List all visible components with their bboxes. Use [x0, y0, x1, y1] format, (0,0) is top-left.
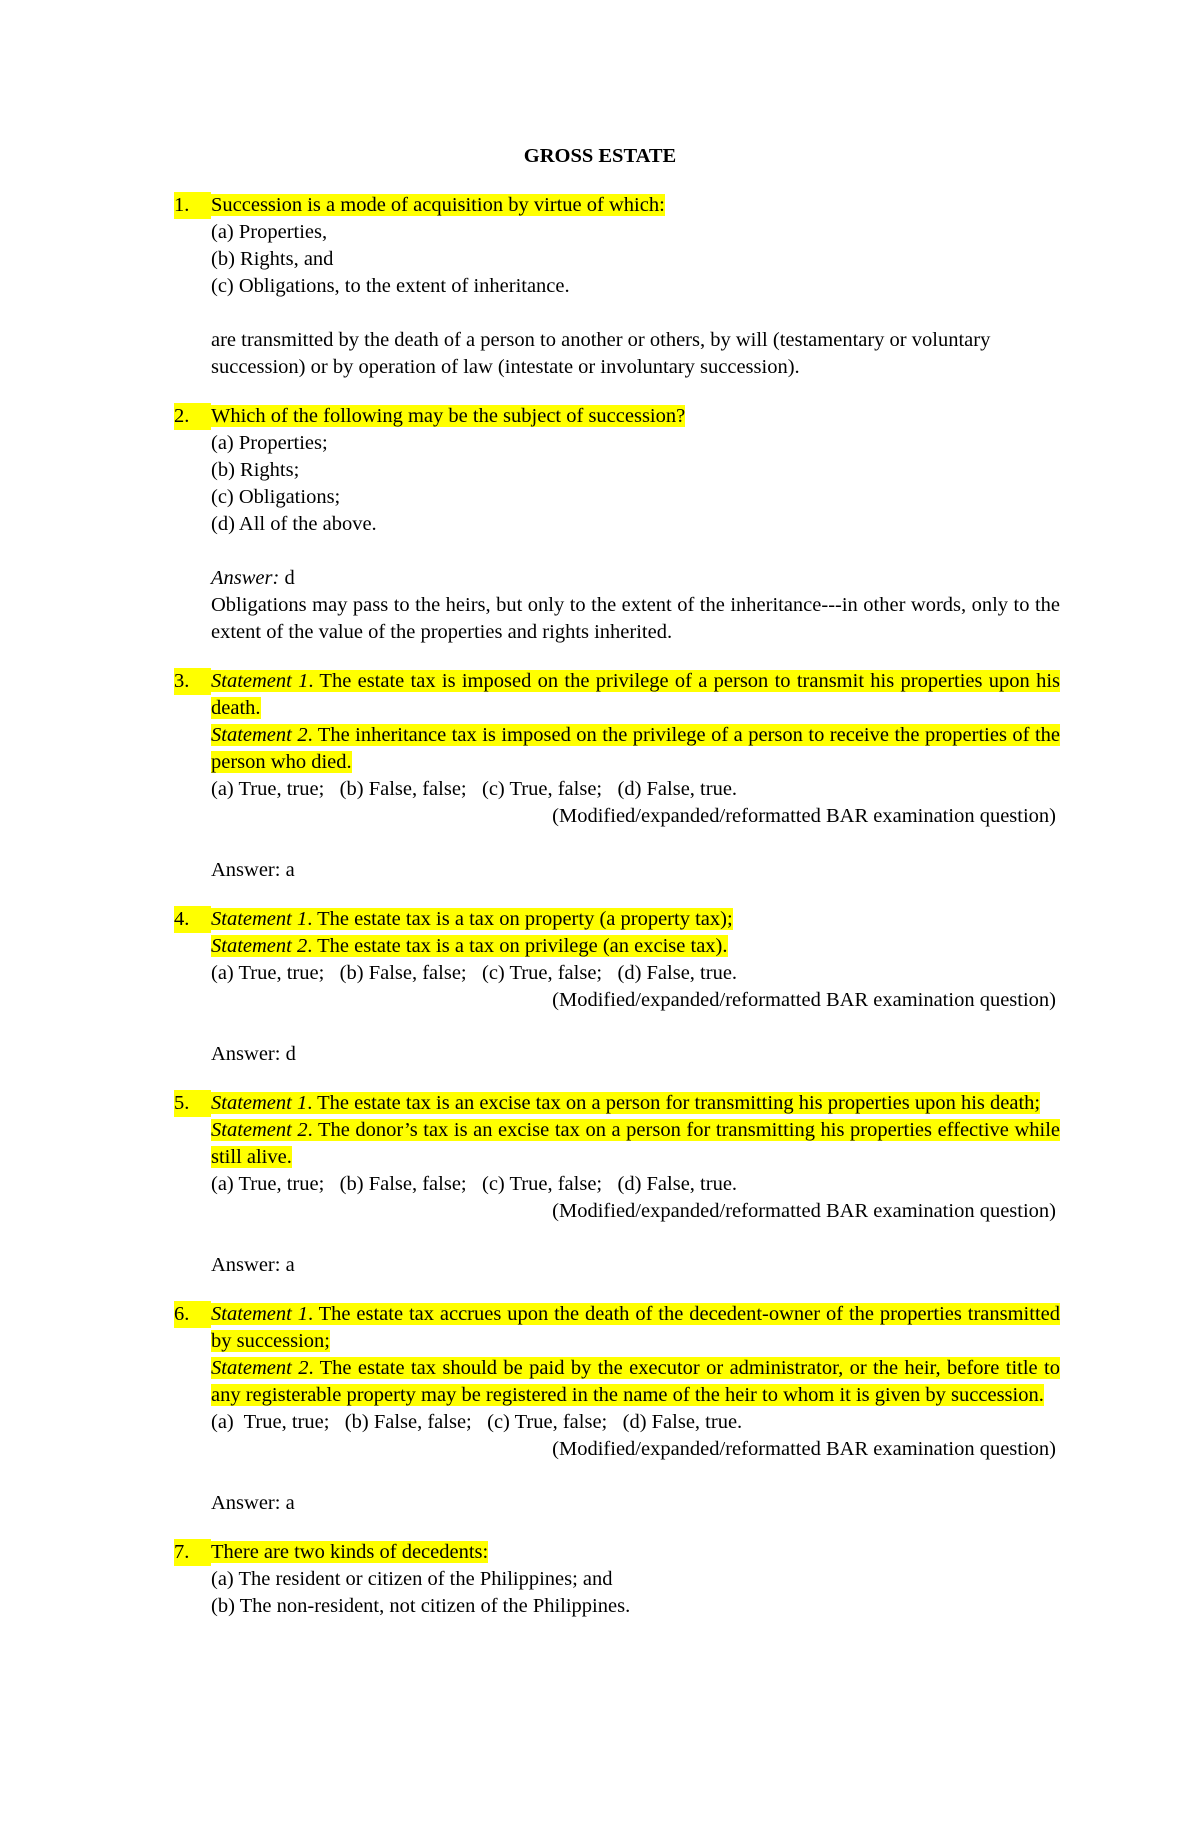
source-note: (Modified/expanded/reformatted BAR examination question)	[552, 805, 1056, 827]
statement-text: . The estate tax is an excise tax on a person for transmitting his properties upon his death;	[307, 1092, 1041, 1114]
answer-option: (b) Rights;	[211, 459, 300, 481]
answer-label: Answer:	[211, 567, 280, 589]
answer-choices: (a) True, true; (b) False, false; (c) True, false; (d) False, true.	[211, 778, 738, 800]
statement-label: Statement 1	[211, 1303, 308, 1325]
answer-line: Answer: d	[211, 1043, 296, 1065]
statement-label: Statement 2	[211, 1119, 308, 1141]
statement-text: . The donor’s tax is an excise tax on a person for transmitting his properties effective while still alive.	[211, 1119, 1060, 1168]
source-note: (Modified/expanded/reformatted BAR examination question)	[552, 1438, 1056, 1460]
statement-1	[211, 1301, 1060, 1355]
statement-2	[211, 722, 1060, 776]
statement-label: Statement 2	[211, 935, 308, 957]
statement-label: Statement 1	[211, 1092, 308, 1114]
answer-choices: (a) True, true; (b) False, false; (c) True, false; (d) False, true.	[211, 1173, 738, 1195]
question-number: 2.	[174, 403, 211, 430]
source-note: (Modified/expanded/reformatted BAR examination question)	[552, 1200, 1056, 1222]
statement-text: . The estate tax should be paid by the executor or administrator, or the heir, before title to any registerable property may be registered in the name of the heir to whom it is given by succession.	[211, 1357, 1060, 1406]
statement-label: Statement 1	[211, 908, 308, 930]
question-number: 4.	[174, 906, 211, 933]
page-title: GROSS ESTATE	[523, 145, 677, 167]
statement-2	[211, 1355, 1060, 1409]
statement-text: . The estate tax is a tax on privilege (an excise tax).	[307, 935, 728, 957]
question-1	[174, 192, 1060, 381]
statement-text: . The inheritance tax is imposed on the privilege of a person to receive the properties of the person who died.	[211, 724, 1061, 773]
statement-2	[211, 933, 1060, 960]
question-6	[174, 1301, 1060, 1517]
question-7	[174, 1539, 1060, 1620]
answer-line: Answer: a	[211, 1254, 295, 1276]
answer-option: (c) Obligations;	[211, 486, 341, 508]
statement-1	[211, 668, 1060, 722]
question-number: 5.	[174, 1090, 211, 1117]
question-conclusion: are transmitted by the death of a person to another or others, by will (testamentary or voluntary succession) or by operation of law (intestate or involuntary succession).	[211, 329, 991, 378]
question-stem: Succession is a mode of acquisition by virtue of which:	[211, 194, 665, 216]
statement-1	[211, 1090, 1060, 1117]
question-3	[174, 668, 1061, 884]
answer-line: Answer: a	[211, 859, 295, 881]
statement-text: . The estate tax is imposed on the privilege of a person to transmit his properties upon his death.	[211, 670, 1060, 719]
statement-text: . The estate tax is a tax on property (a property tax);	[307, 908, 733, 930]
statement-label: Statement 2	[211, 1357, 309, 1379]
statement-text: . The estate tax accrues upon the death of the decedent-owner of the properties transmitted by succession;	[211, 1303, 1060, 1352]
list-item: (b) Rights, and	[211, 248, 334, 270]
question-list	[174, 192, 1061, 1620]
answer-line: Answer: a	[211, 1492, 295, 1514]
answer-choices: (a) True, true; (b) False, false; (c) True, false; (d) False, true.	[211, 962, 738, 984]
statement-label: Statement 1	[211, 670, 309, 692]
source-note: (Modified/expanded/reformatted BAR examination question)	[552, 989, 1056, 1011]
question-5	[174, 1090, 1060, 1279]
question-2	[174, 403, 1060, 646]
list-item: (c) Obligations, to the extent of inheritance.	[211, 275, 570, 297]
question-number: 1.	[174, 192, 211, 219]
question-stem: There are two kinds of decedents:	[211, 1541, 489, 1563]
answer-option: (d) All of the above.	[211, 513, 377, 535]
question-number: 6.	[174, 1301, 211, 1328]
question-number: 7.	[174, 1539, 211, 1566]
statement-label: Statement 2	[211, 724, 308, 746]
list-item: (a) The resident or citizen of the Philippines; and	[211, 1568, 613, 1590]
answer-explanation: Obligations may pass to the heirs, but only to the extent of the inheritance---in other words, only to the extent of the value of the properties and rights inherited.	[211, 594, 1060, 643]
question-stem: Which of the following may be the subject of succession?	[211, 405, 686, 427]
question-number: 3.	[174, 668, 211, 695]
answer-option: (a) Properties;	[211, 432, 328, 454]
answer-choices: (a) True, true; (b) False, false; (c) True, false; (d) False, true.	[211, 1411, 743, 1433]
question-4	[174, 906, 1060, 1068]
list-item: (b) The non-resident, not citizen of the Philippines.	[211, 1595, 631, 1617]
statement-2	[211, 1117, 1060, 1171]
statement-1	[211, 906, 1060, 933]
list-item: (a) Properties,	[211, 221, 328, 243]
answer-value: d	[279, 567, 295, 589]
answer-line	[211, 565, 1060, 592]
